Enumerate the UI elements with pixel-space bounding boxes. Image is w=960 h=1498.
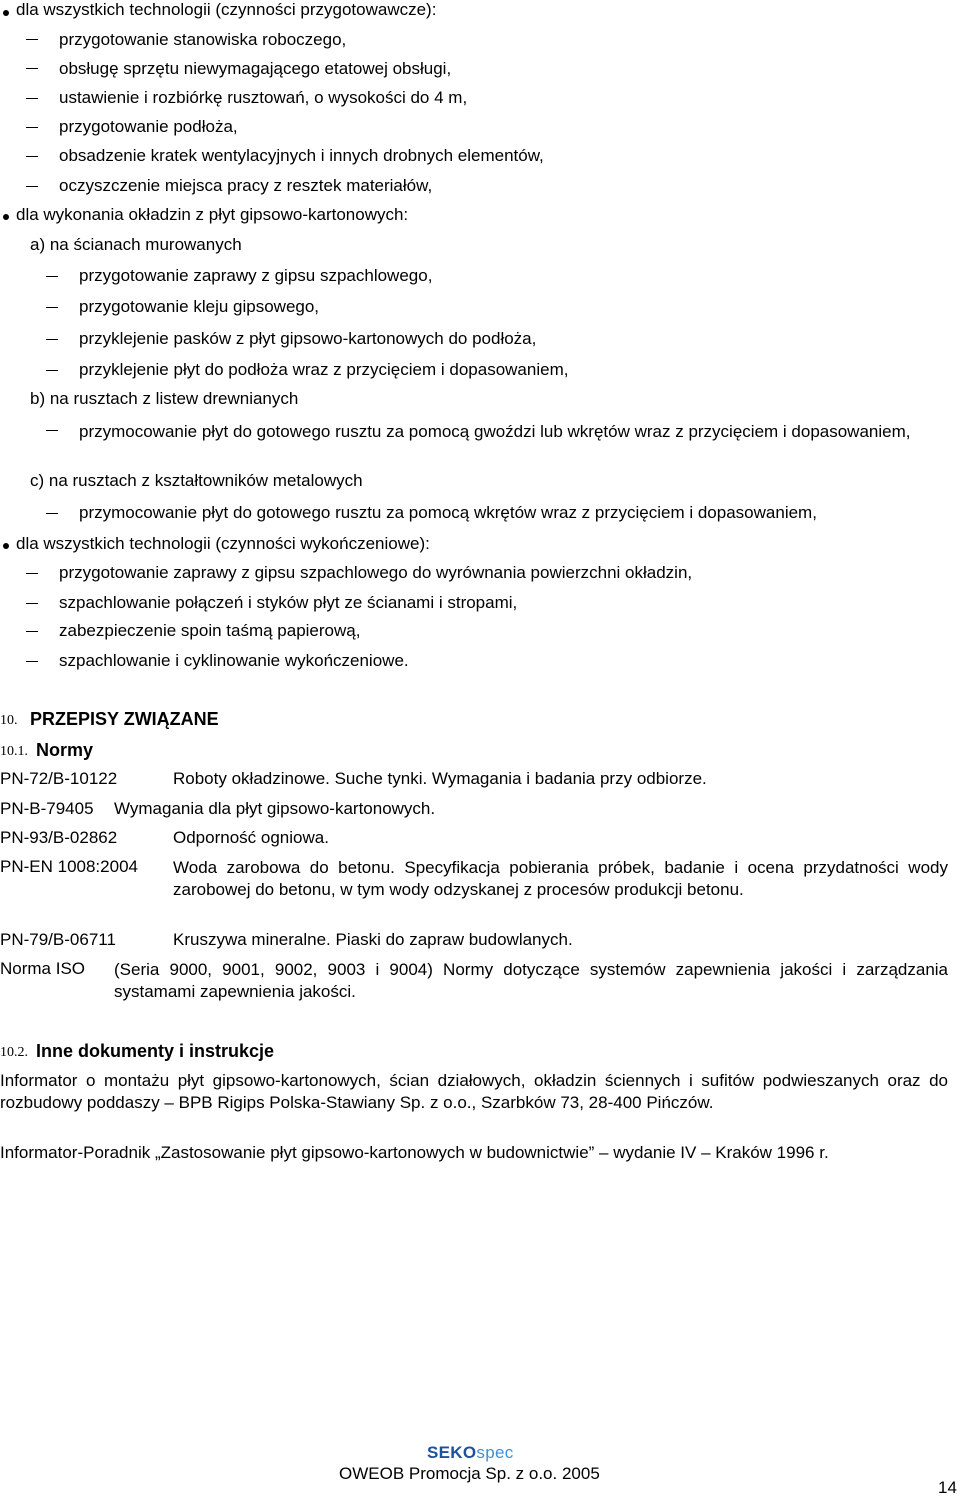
list-item: przygotowanie zaprawy z gipsu szpachlowego, [79,266,433,285]
dash-icon [46,513,58,514]
footer-company: OWEOB Promocja Sp. z o.o. 2005 [339,1464,600,1483]
norm-code: Norma ISO [0,959,86,978]
section-heading-prep: dla wszystkich technologii (czynności przygotowawcze): [16,0,437,19]
list-item: ustawienie i rozbiórkę rusztowań, o wysokości do 4 m, [59,88,468,107]
dash-icon [26,186,38,187]
list-item: przygotowanie zaprawy z gipsu szpachlowego do wyrównania powierzchni okładzin, [59,563,693,582]
norm-code: PN-72/B-10122 [0,769,118,788]
list-item: szpachlowanie połączeń i styków płyt ze ścianami i stropami, [59,593,518,612]
norm-text: Odporność ogniowa. [173,828,329,847]
list-item: obsługę sprzętu niewymagającego etatowej obsługi, [59,59,452,78]
list-item: przymocowanie płyt do gotowego rusztu za pomocą wkrętów wraz z przycięciem i dopasowaniem, [79,503,817,522]
subchapter-number: 10.2. [0,1045,28,1060]
dash-icon [26,68,38,69]
list-item: przyklejenie pasków z płyt gipsowo-kartonowych do podłoża, [79,329,537,348]
list-item: przymocowanie płyt do gotowego rusztu za pomocą gwoździ lub wkrętów wraz z przycięciem i dopasowaniem, [79,422,911,441]
page-number: 14 [938,1478,957,1497]
bullet-icon [3,214,9,220]
list-item: oczyszczenie miejsca pracy z resztek materiałów, [59,176,433,195]
bullet-icon [3,10,9,16]
subchapter-title: Inne dokumenty i instrukcje [36,1041,275,1061]
dash-icon [26,573,38,574]
norm-code: PN-93/B-02862 [0,828,118,847]
list-item: przygotowanie kleju gipsowego, [79,297,320,316]
list-item: przyklejenie płyt do podłoża wraz z przycięciem i dopasowaniem, [79,360,569,379]
list-item: zabezpieczenie spoin taśmą papierową, [59,621,361,640]
subsection-label-a: a) na ścianach murowanych [30,235,242,254]
list-item: obsadzenie kratek wentylacyjnych i innych drobnych elementów, [59,146,544,165]
dash-icon [46,430,58,431]
norm-text: Woda zarobowa do betonu. Specyfikacja pobierania próbek, badanie i ocena przydatności wody zarobowej do betonu, w tym wody odzyskanej z procesów produkcji betonu. [173,858,948,899]
norm-text: (Seria 9000, 9001, 9002, 9003 i 9004) Normy dotyczące systemów zapewnienia jakości i zarządzania systamami zapewnienia jakości. [114,960,948,1001]
logo-seko: SEKO [427,1443,477,1462]
document-entry: Informator-Poradnik „Zastosowanie płyt gipsowo-kartonowych w budownictwie” – wydanie IV – Kraków 1996 r. [0,1143,829,1162]
subsection-label-c: c) na rusztach z kształtowników metalowych [30,471,363,490]
section-heading-finish: dla wszystkich technologii (czynności wykończeniowe): [16,534,430,553]
dash-icon [46,370,58,371]
sekospec-logo [427,1443,514,1463]
bullet-icon [3,543,9,549]
dash-icon [26,631,38,632]
dash-icon [26,661,38,662]
dash-icon [26,127,38,128]
list-item: przygotowanie stanowiska roboczego, [59,30,347,49]
subchapter-title: Normy [36,740,94,760]
chapter-number: 10. [0,713,18,728]
dash-icon [26,39,38,40]
dash-icon [46,339,58,340]
document-entry: Informator o montażu płyt gipsowo-kartonowych, ścian działowych, okładzin ściennych i sufitów podwieszanych oraz do rozbudowy poddaszy – BPB Rigips Polska-Stawiany Sp. z o.o., Szarbków 73, 28-400 Pińczów. [0,1071,948,1112]
section-heading-cladding: dla wykonania okładzin z płyt gipsowo-kartonowych: [16,205,409,224]
norm-text: Wymagania dla płyt gipsowo-kartonowych. [114,799,436,818]
dash-icon [46,276,58,277]
dash-icon [46,307,58,308]
list-item: przygotowanie podłoża, [59,117,238,136]
subsection-label-b: b) na rusztach z listew drewnianych [30,389,299,408]
dash-icon [26,98,38,99]
logo-spec: spec [476,1443,514,1462]
norm-text: Roboty okładzinowe. Suche tynki. Wymagania i badania przy odbiorze. [173,769,707,788]
list-item: szpachlowanie i cyklinowanie wykończeniowe. [59,651,409,670]
norm-code: PN-B-79405 [0,799,94,818]
norm-code: PN-79/B-06711 [0,930,116,949]
dash-icon [26,603,38,604]
norm-text: Kruszywa mineralne. Piaski do zapraw budowlanych. [173,930,573,949]
dash-icon [26,156,38,157]
norm-code: PN-EN 1008:2004 [0,857,138,876]
chapter-title: PRZEPISY ZWIĄZANE [30,709,219,729]
subchapter-number: 10.1. [0,744,28,759]
